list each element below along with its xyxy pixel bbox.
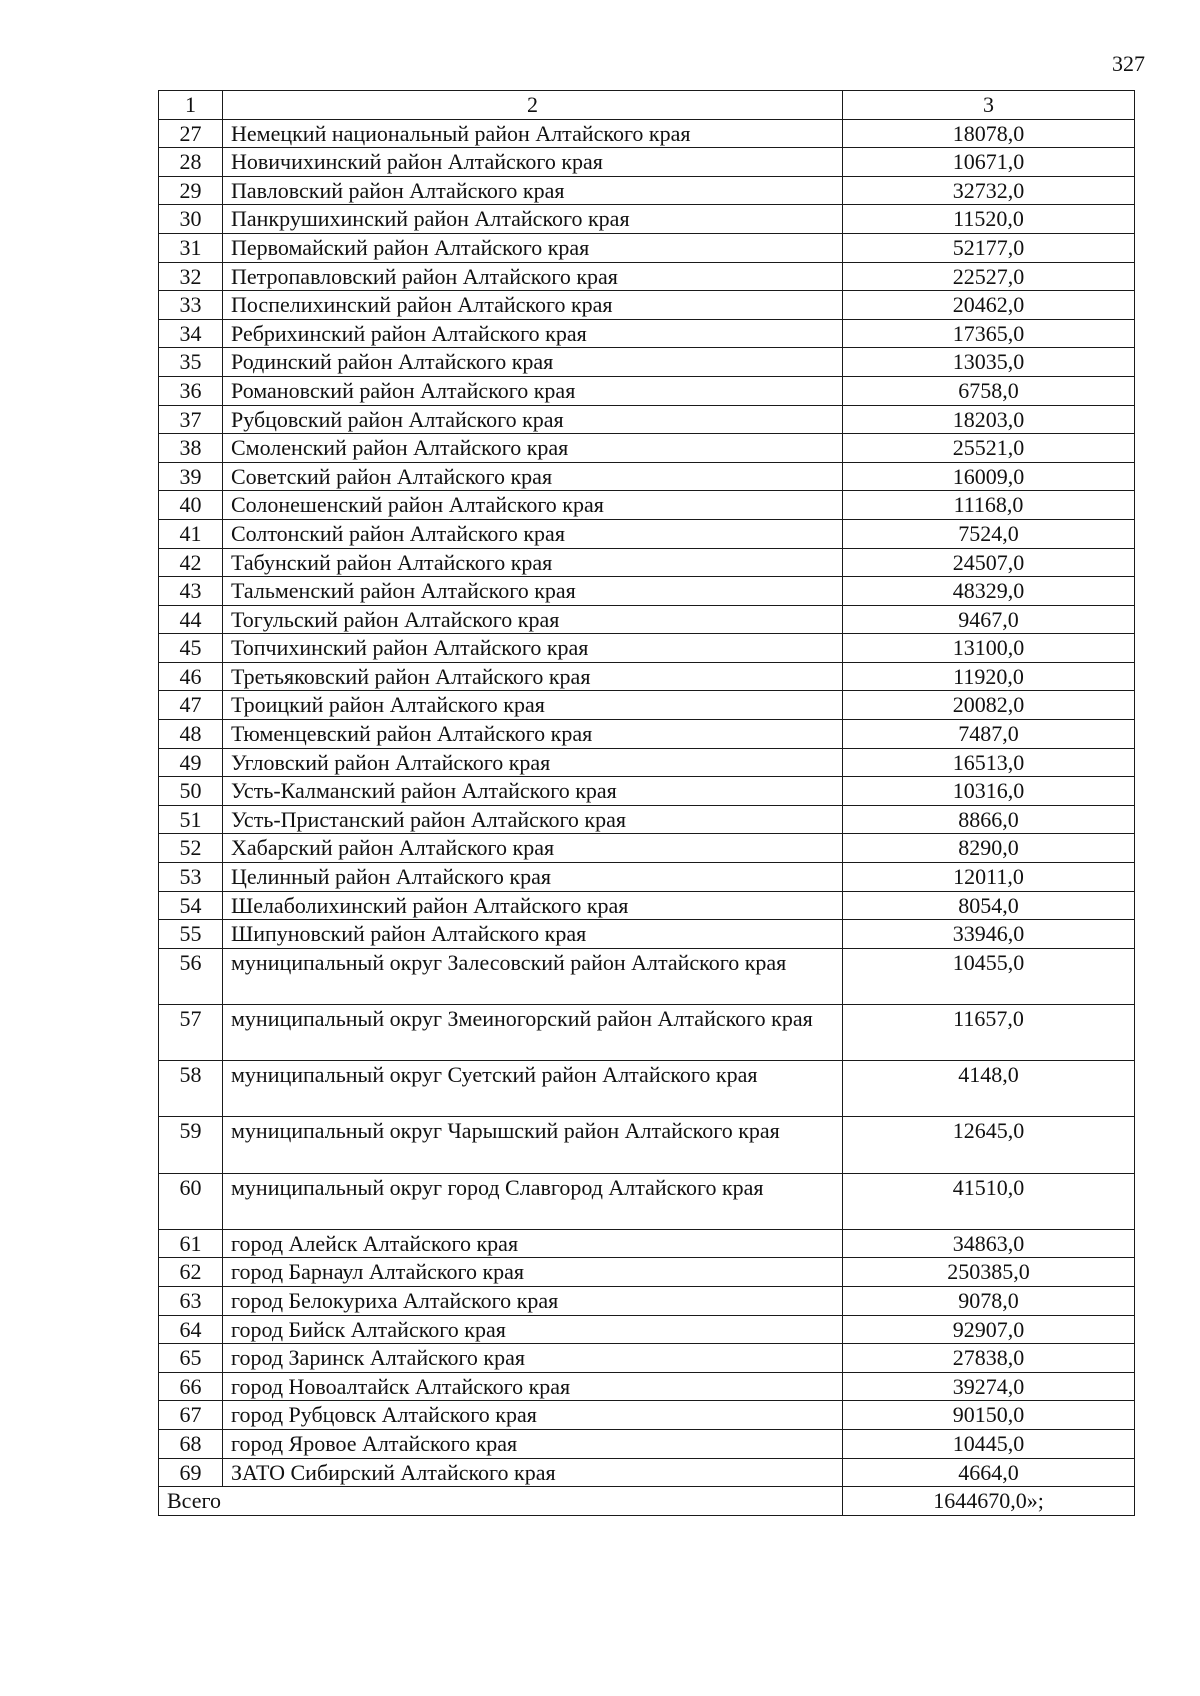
row-value: 11168,0 <box>843 491 1135 520</box>
row-name: Угловский район Алтайского края <box>223 748 843 777</box>
table-row <box>159 1005 1135 1061</box>
row-value: 39274,0 <box>843 1372 1135 1401</box>
row-name: город Яровое Алтайского края <box>223 1429 843 1458</box>
row-name: город Белокуриха Алтайского края <box>223 1286 843 1315</box>
row-value: 33946,0 <box>843 920 1135 949</box>
table-row <box>159 148 1135 177</box>
table-row <box>159 1401 1135 1430</box>
table-row <box>159 834 1135 863</box>
row-number: 58 <box>159 1061 223 1117</box>
table-row <box>159 176 1135 205</box>
row-number: 65 <box>159 1344 223 1373</box>
row-value: 18078,0 <box>843 119 1135 148</box>
row-name: Солонешенский район Алтайского края <box>223 491 843 520</box>
table-row <box>159 348 1135 377</box>
row-value: 32732,0 <box>843 176 1135 205</box>
table-row <box>159 405 1135 434</box>
table-row <box>159 1429 1135 1458</box>
row-name: Родинский район Алтайского края <box>223 348 843 377</box>
row-value: 11520,0 <box>843 205 1135 234</box>
row-name: Солтонский район Алтайского края <box>223 519 843 548</box>
row-name: Тогульский район Алтайского края <box>223 605 843 634</box>
row-value: 10455,0 <box>843 948 1135 1004</box>
row-value: 9467,0 <box>843 605 1135 634</box>
budget-table <box>158 90 1135 1516</box>
row-number: 29 <box>159 176 223 205</box>
page-number: 327 <box>1112 51 1145 76</box>
row-name: муниципальный округ Суетский район Алтайского края <box>223 1061 843 1117</box>
total-value: 1644670,0»; <box>843 1487 1135 1516</box>
row-name: город Новоалтайск Алтайского края <box>223 1372 843 1401</box>
row-name: Тальменский район Алтайского края <box>223 577 843 606</box>
row-value: 6758,0 <box>843 376 1135 405</box>
row-name: Шелаболихинский район Алтайского края <box>223 891 843 920</box>
row-number: 46 <box>159 662 223 691</box>
row-name: Первомайский район Алтайского края <box>223 233 843 262</box>
row-number: 66 <box>159 1372 223 1401</box>
table-row <box>159 1229 1135 1258</box>
row-value: 11657,0 <box>843 1005 1135 1061</box>
table-header-row <box>159 91 1135 120</box>
row-name: город Алейск Алтайского края <box>223 1229 843 1258</box>
row-name: Шипуновский район Алтайского края <box>223 920 843 949</box>
row-value: 48329,0 <box>843 577 1135 606</box>
table-row <box>159 920 1135 949</box>
row-value: 13035,0 <box>843 348 1135 377</box>
row-value: 34863,0 <box>843 1229 1135 1258</box>
total-label: Всего <box>159 1487 843 1516</box>
row-name: ЗАТО Сибирский Алтайского края <box>223 1458 843 1487</box>
row-number: 42 <box>159 548 223 577</box>
row-value: 10316,0 <box>843 777 1135 806</box>
row-name: Троицкий район Алтайского края <box>223 691 843 720</box>
row-name: город Барнаул Алтайского края <box>223 1258 843 1287</box>
table-row <box>159 577 1135 606</box>
row-name: Немецкий национальный район Алтайского края <box>223 119 843 148</box>
row-value: 12011,0 <box>843 863 1135 892</box>
row-number: 64 <box>159 1315 223 1344</box>
table-row <box>159 491 1135 520</box>
row-value: 92907,0 <box>843 1315 1135 1344</box>
table-row <box>159 1458 1135 1487</box>
row-value: 4148,0 <box>843 1061 1135 1117</box>
table-row <box>159 434 1135 463</box>
row-name: город Рубцовск Алтайского края <box>223 1401 843 1430</box>
row-number: 59 <box>159 1117 223 1173</box>
table-row <box>159 777 1135 806</box>
table-row <box>159 119 1135 148</box>
row-number: 38 <box>159 434 223 463</box>
row-value: 41510,0 <box>843 1173 1135 1229</box>
row-number: 34 <box>159 319 223 348</box>
table-row <box>159 1372 1135 1401</box>
row-number: 44 <box>159 605 223 634</box>
row-number: 36 <box>159 376 223 405</box>
row-number: 27 <box>159 119 223 148</box>
row-name: Смоленский район Алтайского края <box>223 434 843 463</box>
row-number: 28 <box>159 148 223 177</box>
row-name: Рубцовский район Алтайского края <box>223 405 843 434</box>
row-number: 52 <box>159 834 223 863</box>
row-number: 55 <box>159 920 223 949</box>
row-number: 45 <box>159 634 223 663</box>
row-value: 7487,0 <box>843 720 1135 749</box>
row-name: Ребрихинский район Алтайского края <box>223 319 843 348</box>
row-value: 16009,0 <box>843 462 1135 491</box>
row-value: 4664,0 <box>843 1458 1135 1487</box>
row-name: Петропавловский район Алтайского края <box>223 262 843 291</box>
table-row <box>159 720 1135 749</box>
row-name: муниципальный округ Залесовский район Алтайского края <box>223 948 843 1004</box>
row-number: 43 <box>159 577 223 606</box>
table-row <box>159 376 1135 405</box>
row-value: 16513,0 <box>843 748 1135 777</box>
row-value: 8866,0 <box>843 805 1135 834</box>
row-name: Топчихинский район Алтайского края <box>223 634 843 663</box>
row-name: муниципальный округ город Славгород Алтайского края <box>223 1173 843 1229</box>
row-value: 11920,0 <box>843 662 1135 691</box>
row-number: 57 <box>159 1005 223 1061</box>
row-number: 40 <box>159 491 223 520</box>
row-value: 90150,0 <box>843 1401 1135 1430</box>
row-number: 41 <box>159 519 223 548</box>
row-number: 49 <box>159 748 223 777</box>
row-value: 27838,0 <box>843 1344 1135 1373</box>
table-row <box>159 1061 1135 1117</box>
row-number: 48 <box>159 720 223 749</box>
row-number: 30 <box>159 205 223 234</box>
table-row <box>159 1258 1135 1287</box>
row-number: 32 <box>159 262 223 291</box>
table-row <box>159 748 1135 777</box>
table-row <box>159 1315 1135 1344</box>
row-name: Новичихинский район Алтайского края <box>223 148 843 177</box>
row-value: 250385,0 <box>843 1258 1135 1287</box>
row-name: Панкрушихинский район Алтайского края <box>223 205 843 234</box>
row-value: 18203,0 <box>843 405 1135 434</box>
table-row <box>159 691 1135 720</box>
table-row <box>159 948 1135 1004</box>
row-name: город Заринск Алтайского края <box>223 1344 843 1373</box>
row-name: Советский район Алтайского края <box>223 462 843 491</box>
row-value: 52177,0 <box>843 233 1135 262</box>
row-value: 10671,0 <box>843 148 1135 177</box>
row-number: 31 <box>159 233 223 262</box>
row-number: 68 <box>159 1429 223 1458</box>
row-value: 8290,0 <box>843 834 1135 863</box>
row-number: 56 <box>159 948 223 1004</box>
table-row <box>159 863 1135 892</box>
row-value: 25521,0 <box>843 434 1135 463</box>
row-number: 54 <box>159 891 223 920</box>
table-row <box>159 634 1135 663</box>
table-row <box>159 662 1135 691</box>
header-col-3: 3 <box>843 91 1135 120</box>
row-name: Третьяковский район Алтайского края <box>223 662 843 691</box>
row-number: 69 <box>159 1458 223 1487</box>
row-value: 13100,0 <box>843 634 1135 663</box>
row-name: город Бийск Алтайского края <box>223 1315 843 1344</box>
row-number: 39 <box>159 462 223 491</box>
table-row <box>159 1173 1135 1229</box>
row-value: 9078,0 <box>843 1286 1135 1315</box>
row-value: 12645,0 <box>843 1117 1135 1173</box>
row-value: 8054,0 <box>843 891 1135 920</box>
table-row <box>159 1344 1135 1373</box>
row-number: 60 <box>159 1173 223 1229</box>
table-row <box>159 205 1135 234</box>
row-number: 62 <box>159 1258 223 1287</box>
row-name: Тюменцевский район Алтайского края <box>223 720 843 749</box>
row-name: муниципальный округ Змеиногорский район Алтайского края <box>223 1005 843 1061</box>
table-row <box>159 462 1135 491</box>
header-col-1: 1 <box>159 91 223 120</box>
table-row <box>159 605 1135 634</box>
row-value: 24507,0 <box>843 548 1135 577</box>
row-name: Усть-Пристанский район Алтайского края <box>223 805 843 834</box>
row-name: Усть-Калманский район Алтайского края <box>223 777 843 806</box>
table-row <box>159 319 1135 348</box>
row-name: Хабарский район Алтайского края <box>223 834 843 863</box>
row-number: 53 <box>159 863 223 892</box>
table-row <box>159 233 1135 262</box>
table-row <box>159 1286 1135 1315</box>
row-number: 37 <box>159 405 223 434</box>
table-row <box>159 548 1135 577</box>
row-number: 67 <box>159 1401 223 1430</box>
row-name: Поспелихинский район Алтайского края <box>223 291 843 320</box>
row-name: Павловский район Алтайского края <box>223 176 843 205</box>
row-name: Романовский район Алтайского края <box>223 376 843 405</box>
row-number: 63 <box>159 1286 223 1315</box>
table-row <box>159 519 1135 548</box>
table-row <box>159 1117 1135 1173</box>
table-body <box>159 119 1135 1487</box>
row-number: 50 <box>159 777 223 806</box>
row-name: Табунский район Алтайского края <box>223 548 843 577</box>
row-value: 7524,0 <box>843 519 1135 548</box>
row-number: 47 <box>159 691 223 720</box>
row-value: 20462,0 <box>843 291 1135 320</box>
row-number: 33 <box>159 291 223 320</box>
row-number: 51 <box>159 805 223 834</box>
row-number: 61 <box>159 1229 223 1258</box>
row-value: 17365,0 <box>843 319 1135 348</box>
row-number: 35 <box>159 348 223 377</box>
row-name: муниципальный округ Чарышский район Алтайского края <box>223 1117 843 1173</box>
table-row <box>159 805 1135 834</box>
total-row <box>159 1487 1135 1516</box>
table-row <box>159 291 1135 320</box>
table-row <box>159 262 1135 291</box>
header-col-2: 2 <box>223 91 843 120</box>
row-value: 20082,0 <box>843 691 1135 720</box>
table-row <box>159 891 1135 920</box>
row-value: 22527,0 <box>843 262 1135 291</box>
row-name: Целинный район Алтайского края <box>223 863 843 892</box>
row-value: 10445,0 <box>843 1429 1135 1458</box>
